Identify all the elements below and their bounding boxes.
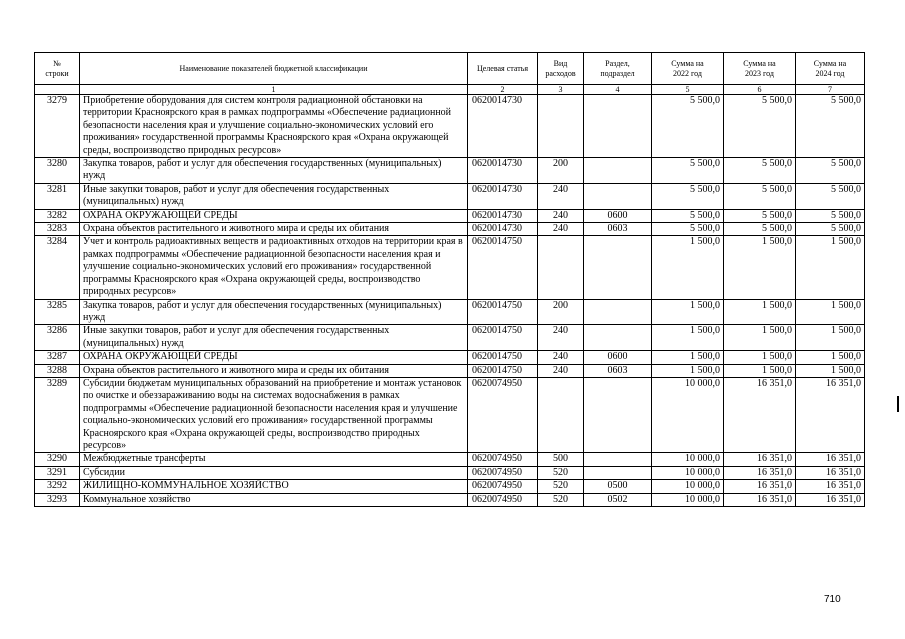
target-article: 0620074950 [468, 480, 538, 493]
section-code [584, 236, 652, 299]
row-name: Субсидии бюджетам муниципальных образований на приобретение и монтаж установок по очистке и обеззараживанию воды на системах водоснабжения в рамках подпрограммы «Обеспечение радиационной безопасности населения края и улучшение социально-экономических условий его проживания» государственной программы Красноярского края «Охрана окружающей среды, воспроизводство природных ресурсов» [80, 377, 468, 452]
target-article: 0620014750 [468, 325, 538, 351]
target-article: 0620014750 [468, 351, 538, 364]
sum-2024: 1 500,0 [796, 325, 865, 351]
column-number: 7 [796, 85, 865, 95]
table-body [35, 95, 865, 507]
target-article: 0620014730 [468, 158, 538, 184]
row-name: Учет и контроль радиоактивных веществ и радиоактивных отходов на территории края в рамках подпрограммы «Обеспечение радиационной безопасности населения края и улучшение социально-экономических условий его проживания» государственной программы Красноярского края «Охрана окружающей среды, воспроизводство природных ресурсов» [80, 236, 468, 299]
row-number: 3283 [35, 223, 80, 236]
expense-kind: 520 [538, 480, 584, 493]
row-name: ЖИЛИЩНО-КОММУНАЛЬНОЕ ХОЗЯЙСТВО [80, 480, 468, 493]
row-name: Коммунальное хозяйство [80, 493, 468, 506]
section-code [584, 453, 652, 466]
row-number: 3288 [35, 364, 80, 377]
row-name: Межбюджетные трансферты [80, 453, 468, 466]
edge-mark [897, 396, 899, 412]
expense-kind: 240 [538, 325, 584, 351]
row-number: 3292 [35, 480, 80, 493]
table-row [35, 299, 865, 325]
sum-2022: 10 000,0 [652, 493, 724, 506]
target-article: 0620014750 [468, 364, 538, 377]
column-number [35, 85, 80, 95]
sum-2022: 1 500,0 [652, 236, 724, 299]
sum-2024: 5 500,0 [796, 209, 865, 222]
table-row [35, 466, 865, 479]
expense-kind: 240 [538, 351, 584, 364]
sum-2024: 5 500,0 [796, 223, 865, 236]
row-number: 3285 [35, 299, 80, 325]
sum-2023: 16 351,0 [724, 466, 796, 479]
table-row [35, 158, 865, 184]
page-number: 710 [824, 594, 841, 605]
header-sum-2024: Сумма на 2024 год [796, 53, 865, 85]
target-article: 0620014730 [468, 95, 538, 158]
header-expense-kind: Вид расходов [538, 53, 584, 85]
expense-kind: 200 [538, 299, 584, 325]
target-article: 0620014730 [468, 223, 538, 236]
sum-2022: 1 500,0 [652, 325, 724, 351]
target-article: 0620074950 [468, 453, 538, 466]
header-sum-2022: Сумма на 2022 год [652, 53, 724, 85]
section-code [584, 183, 652, 209]
table-row [35, 236, 865, 299]
row-number: 3282 [35, 209, 80, 222]
column-number: 2 [468, 85, 538, 95]
row-number: 3281 [35, 183, 80, 209]
row-number: 3286 [35, 325, 80, 351]
sum-2024: 1 500,0 [796, 299, 865, 325]
table-row [35, 95, 865, 158]
table-row [35, 480, 865, 493]
sum-2023: 5 500,0 [724, 95, 796, 158]
table-row [35, 364, 865, 377]
target-article: 0620014750 [468, 236, 538, 299]
row-number: 3289 [35, 377, 80, 452]
section-code [584, 158, 652, 184]
table-row [35, 209, 865, 222]
sum-2022: 5 500,0 [652, 223, 724, 236]
section-code [584, 299, 652, 325]
expense-kind: 240 [538, 209, 584, 222]
sum-2024: 1 500,0 [796, 236, 865, 299]
sum-2023: 5 500,0 [724, 158, 796, 184]
section-code [584, 466, 652, 479]
sum-2023: 1 500,0 [724, 364, 796, 377]
sum-2023: 16 351,0 [724, 493, 796, 506]
target-article: 0620014730 [468, 209, 538, 222]
table-row [35, 453, 865, 466]
row-number: 3279 [35, 95, 80, 158]
sum-2023: 5 500,0 [724, 183, 796, 209]
sum-2022: 5 500,0 [652, 95, 724, 158]
sum-2022: 10 000,0 [652, 453, 724, 466]
section-code: 0500 [584, 480, 652, 493]
target-article: 0620074950 [468, 493, 538, 506]
sum-2022: 1 500,0 [652, 299, 724, 325]
row-name: Иные закупки товаров, работ и услуг для обеспечения государственных (муниципальных) нужд [80, 325, 468, 351]
row-name: Субсидии [80, 466, 468, 479]
sum-2022: 10 000,0 [652, 377, 724, 452]
expense-kind: 240 [538, 183, 584, 209]
table-row [35, 351, 865, 364]
sum-2023: 1 500,0 [724, 299, 796, 325]
sum-2024: 16 351,0 [796, 493, 865, 506]
sum-2023: 16 351,0 [724, 377, 796, 452]
row-number: 3290 [35, 453, 80, 466]
sum-2022: 10 000,0 [652, 466, 724, 479]
sum-2022: 5 500,0 [652, 158, 724, 184]
expense-kind: 520 [538, 466, 584, 479]
expense-kind [538, 236, 584, 299]
sum-2024: 1 500,0 [796, 351, 865, 364]
section-code: 0600 [584, 209, 652, 222]
sum-2023: 5 500,0 [724, 209, 796, 222]
column-number: 4 [584, 85, 652, 95]
sum-2022: 5 500,0 [652, 183, 724, 209]
sum-2023: 16 351,0 [724, 453, 796, 466]
sum-2024: 16 351,0 [796, 480, 865, 493]
row-name: Охрана объектов растительного и животного мира и среды их обитания [80, 223, 468, 236]
expense-kind: 500 [538, 453, 584, 466]
expense-kind [538, 377, 584, 452]
row-name: Закупка товаров, работ и услуг для обеспечения государственных (муниципальных) нужд [80, 158, 468, 184]
header-section: Раздел, подраздел [584, 53, 652, 85]
sum-2024: 5 500,0 [796, 95, 865, 158]
sum-2024: 5 500,0 [796, 183, 865, 209]
row-number: 3291 [35, 466, 80, 479]
target-article: 0620014750 [468, 299, 538, 325]
column-number: 6 [724, 85, 796, 95]
row-number: 3293 [35, 493, 80, 506]
section-code [584, 95, 652, 158]
sum-2022: 10 000,0 [652, 480, 724, 493]
row-number: 3287 [35, 351, 80, 364]
header-target-article: Целевая статья [468, 53, 538, 85]
section-code: 0502 [584, 493, 652, 506]
row-number: 3284 [35, 236, 80, 299]
expense-kind: 240 [538, 364, 584, 377]
row-name: Приобретение оборудования для систем контроля радиационной обстановки на территории Красноярского края в рамках подпрограммы «Обеспечение радиационной безопасности населения края и улучшение социально-экономических условий его проживания» государственной программы Красноярского края «Охрана окружающей среды, воспроизводство природных ресурсов» [80, 95, 468, 158]
table-row [35, 223, 865, 236]
table-row [35, 493, 865, 506]
target-article: 0620074950 [468, 466, 538, 479]
column-number: 3 [538, 85, 584, 95]
sum-2023: 1 500,0 [724, 325, 796, 351]
table-row [35, 183, 865, 209]
row-name: Иные закупки товаров, работ и услуг для обеспечения государственных (муниципальных) нужд [80, 183, 468, 209]
sum-2022: 1 500,0 [652, 364, 724, 377]
sum-2024: 5 500,0 [796, 158, 865, 184]
expense-kind: 240 [538, 223, 584, 236]
sum-2024: 16 351,0 [796, 453, 865, 466]
sum-2022: 5 500,0 [652, 209, 724, 222]
table-header-row [35, 53, 865, 85]
header-sum-2023: Сумма на 2023 год [724, 53, 796, 85]
table-row [35, 377, 865, 452]
sum-2024: 1 500,0 [796, 364, 865, 377]
expense-kind: 520 [538, 493, 584, 506]
sum-2023: 16 351,0 [724, 480, 796, 493]
section-code: 0603 [584, 223, 652, 236]
expense-kind: 200 [538, 158, 584, 184]
sum-2024: 16 351,0 [796, 466, 865, 479]
expense-kind [538, 95, 584, 158]
sum-2023: 1 500,0 [724, 236, 796, 299]
header-name: Наименование показателей бюджетной классификации [80, 53, 468, 85]
sum-2022: 1 500,0 [652, 351, 724, 364]
budget-table [34, 52, 865, 507]
section-code [584, 325, 652, 351]
sum-2023: 5 500,0 [724, 223, 796, 236]
column-number: 5 [652, 85, 724, 95]
table-row [35, 325, 865, 351]
column-number: 1 [80, 85, 468, 95]
row-name: Охрана объектов растительного и животного мира и среды их обитания [80, 364, 468, 377]
header-row-number: № строки [35, 53, 80, 85]
column-number-row [35, 85, 865, 95]
section-code: 0603 [584, 364, 652, 377]
row-number: 3280 [35, 158, 80, 184]
target-article: 0620074950 [468, 377, 538, 452]
section-code [584, 377, 652, 452]
row-name: Закупка товаров, работ и услуг для обеспечения государственных (муниципальных) нужд [80, 299, 468, 325]
row-name: ОХРАНА ОКРУЖАЮЩЕЙ СРЕДЫ [80, 209, 468, 222]
sum-2024: 16 351,0 [796, 377, 865, 452]
row-name: ОХРАНА ОКРУЖАЮЩЕЙ СРЕДЫ [80, 351, 468, 364]
section-code: 0600 [584, 351, 652, 364]
sum-2023: 1 500,0 [724, 351, 796, 364]
target-article: 0620014730 [468, 183, 538, 209]
